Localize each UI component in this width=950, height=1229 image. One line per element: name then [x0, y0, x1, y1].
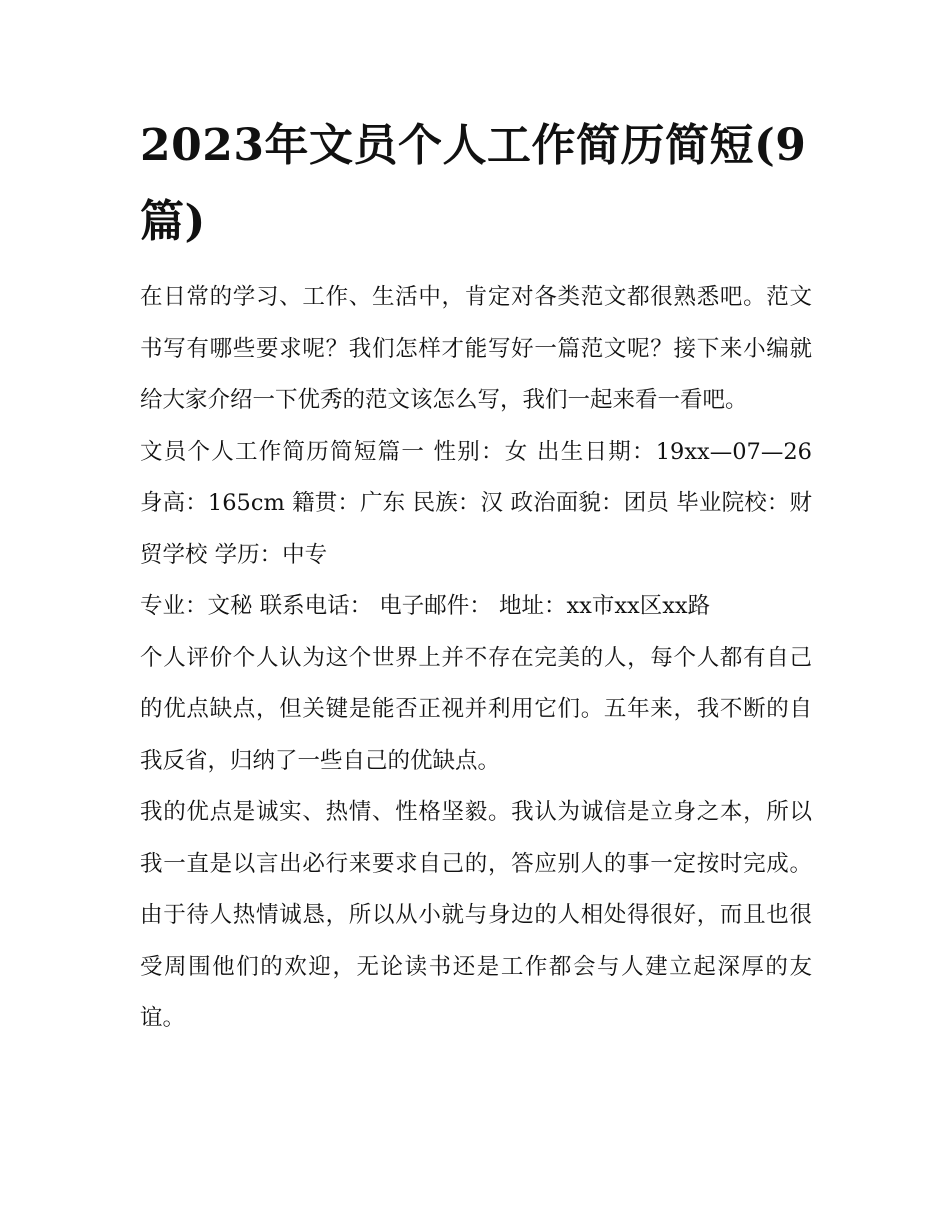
paragraph-basic-info: 文员个人工作简历简短篇一 性别：女 出生日期：19xx—07—26 身高：165cm 籍贯：广东 民族：汉 政治面貌：团员 毕业院校：财贸学校 学历：中专 [140, 438, 812, 568]
paragraph-strengths: 我的优点是诚实、热情、性格坚毅。我认为诚信是立身之本，所以我一直是以言出必行来要求自己的，答应别人的事一定按时完成。由于待人热情诚恳，所以从小就与身边的人相处得很好，而且也很受周围他们的欢迎，无论读书还是工作都会与人建立起深厚的友谊。 [140, 799, 812, 1031]
document-title: 2023年文员个人工作简历简短(9篇) [140, 120, 807, 247]
paragraph-intro: 在日常的学习、工作、生活中，肯定对各类范文都很熟悉吧。范文书写有哪些要求呢？我们怎样才能写好一篇范文呢？接下来小编就给大家介绍一下优秀的范文该怎么写，我们一起来看一看吧。 [140, 284, 812, 413]
paragraph-contact-info: 专业：文秘 联系电话： 电子邮件： 地址：xx市xx区xx路 [140, 593, 711, 619]
paragraph-self-evaluation: 个人评价个人认为这个世界上并不存在完美的人，每个人都有自己的优点缺点，但关键是能否正视并利用它们。五年来，我不断的自我反省，归纳了一些自己的优缺点。 [140, 644, 812, 774]
document-body [140, 108, 812, 1045]
